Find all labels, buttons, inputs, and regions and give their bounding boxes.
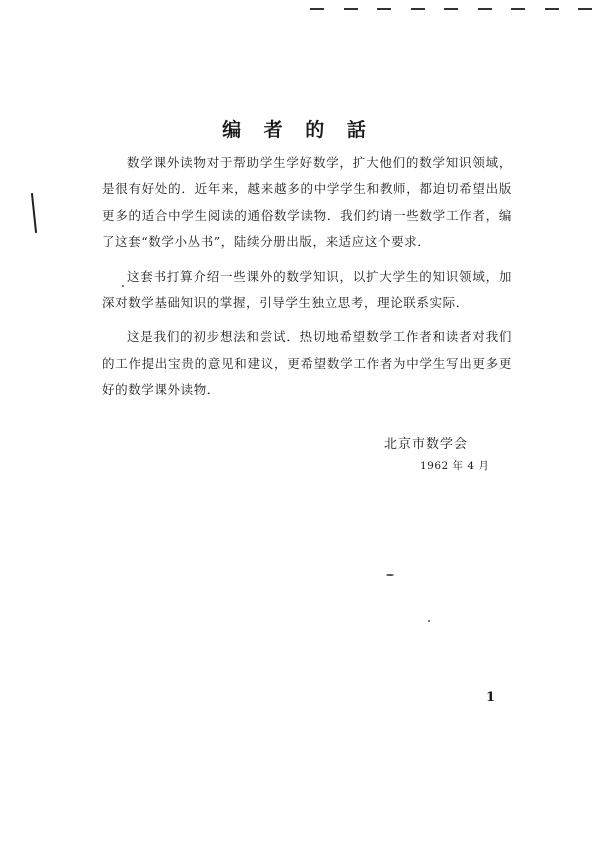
page-number: 1	[486, 690, 496, 705]
paragraph-2: 这套书打算介绍一些课外的数学知识，以扩大学生的知识领域，加深对数学基础知识的掌握，引导学生独立思考，理论联系实际．	[102, 268, 512, 311]
scan-speck	[386, 574, 394, 576]
paragraph-1: 数学课外读物对于帮助学生学好数学，扩大他们的数学知识领域，是很有好处的．近年来，越来越多的中学学生和教师，都迫切希望出版更多的适合中学生阅读的通俗数学读物．我们约请一些数学工作者，编了这套“数学小丛书”，陆续分册出版，来适应这个要求．	[102, 155, 512, 250]
preface-body	[102, 150, 512, 412]
date-line: 1962 年 4 月	[420, 460, 490, 472]
margin-pencil-mark	[31, 193, 37, 233]
signature: 北京市数学会	[384, 437, 469, 452]
paragraph-3: 这是我们的初步想法和尝试．热切地希望数学工作者和读者对我们的工作提出宝贵的意见和建议，更希望数学工作者为中学生写出更多更好的数学课外读物．	[102, 329, 512, 398]
scan-speck	[122, 285, 124, 287]
top-dash-border	[310, 4, 596, 10]
page-title: 编 者 的 話	[222, 119, 374, 141]
scan-speck	[428, 620, 430, 622]
